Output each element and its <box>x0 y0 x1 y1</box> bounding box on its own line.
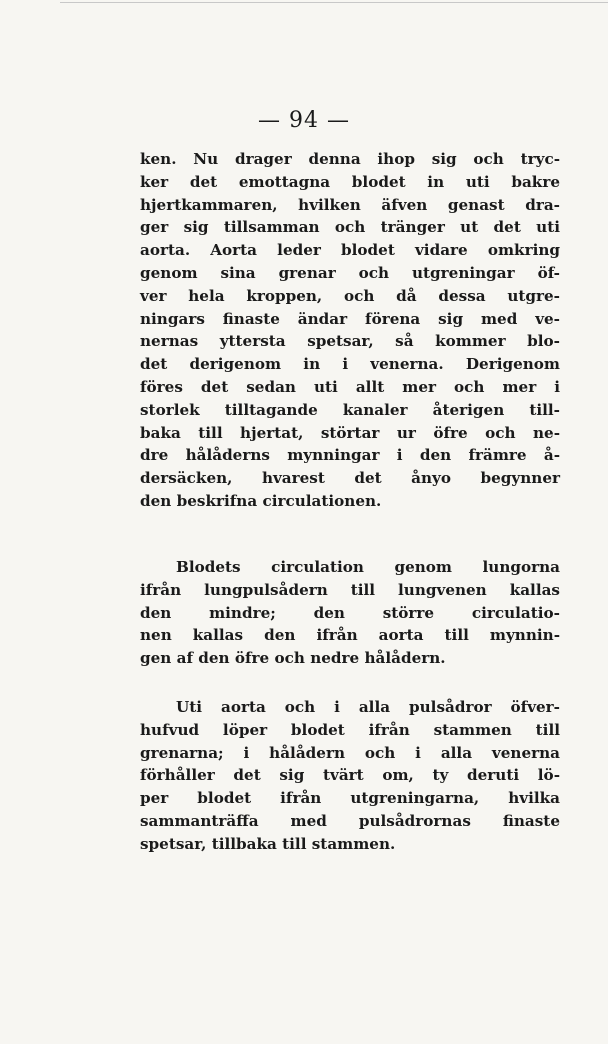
text-line: den beskrifna circulationen. <box>140 491 382 510</box>
text-line: det derigenom in i venerna. Derigenom <box>140 355 560 374</box>
text-line: dersäcken, hvarest det ånyo begynner <box>140 469 560 488</box>
text-line: gen af den öfre och nedre hålådern. <box>140 649 446 668</box>
text-line: sammanträffa med pulsådrornas finaste <box>140 811 560 830</box>
text-line: föres det sedan uti allt mer och mer i <box>140 377 560 396</box>
page-number-header: — 94 — <box>258 108 350 133</box>
text-line: ker det emottagna blodet in uti bakre <box>140 172 560 191</box>
text-line: grenarna; i hålådern och i alla venerna <box>140 743 560 762</box>
text-line: baka till hjertat, störtar ur öfre och ne- <box>140 423 560 442</box>
text-line: aorta. Aorta leder blodet vidare omkring <box>140 241 560 260</box>
text-line: förhåller det sig tvärt om, ty deruti lö- <box>140 766 560 785</box>
text-line: hufvud löper blodet ifrån stammen till <box>140 720 560 739</box>
text-line: ver hela kroppen, och då dessa utgre- <box>140 286 560 305</box>
text-line: ken. Nu drager denna ihop sig och tryc- <box>140 150 560 168</box>
text-line: storlek tilltagande kanaler återigen till- <box>140 400 560 419</box>
text-line: genom sina grenar och utgreningar öf- <box>140 263 560 282</box>
text-line: per blodet ifrån utgreningarna, hvilka <box>140 789 560 808</box>
paragraph-circulation-heart <box>140 148 560 513</box>
text-line: Blodets circulation genom lungorna <box>176 558 560 576</box>
text-line: spetsar, tillbaka till stammen. <box>140 834 396 853</box>
paragraph-lung-circulation <box>140 556 560 670</box>
text-line: nen kallas den ifrån aorta till mynnin- <box>140 626 560 645</box>
page-edge-line <box>60 2 608 3</box>
text-line: Uti aorta och i alla pulsådror öfver- <box>176 698 560 716</box>
text-line: ningars finaste ändar förena sig med ve- <box>140 309 560 328</box>
text-line: hjertkammaren, hvilken äfven genast dra- <box>140 195 560 214</box>
text-line: den mindre; den större circulatio- <box>140 603 560 622</box>
text-line: dre hålåderns mynningar i den främre å- <box>140 446 560 465</box>
text-line: ger sig tillsamman och tränger ut det uti <box>140 218 560 237</box>
paragraph-aorta-veins <box>140 696 560 856</box>
text-line: ifrån lungpulsådern till lungvenen kallas <box>140 580 560 599</box>
text-line: nernas yttersta spetsar, så kommer blo- <box>140 332 560 351</box>
